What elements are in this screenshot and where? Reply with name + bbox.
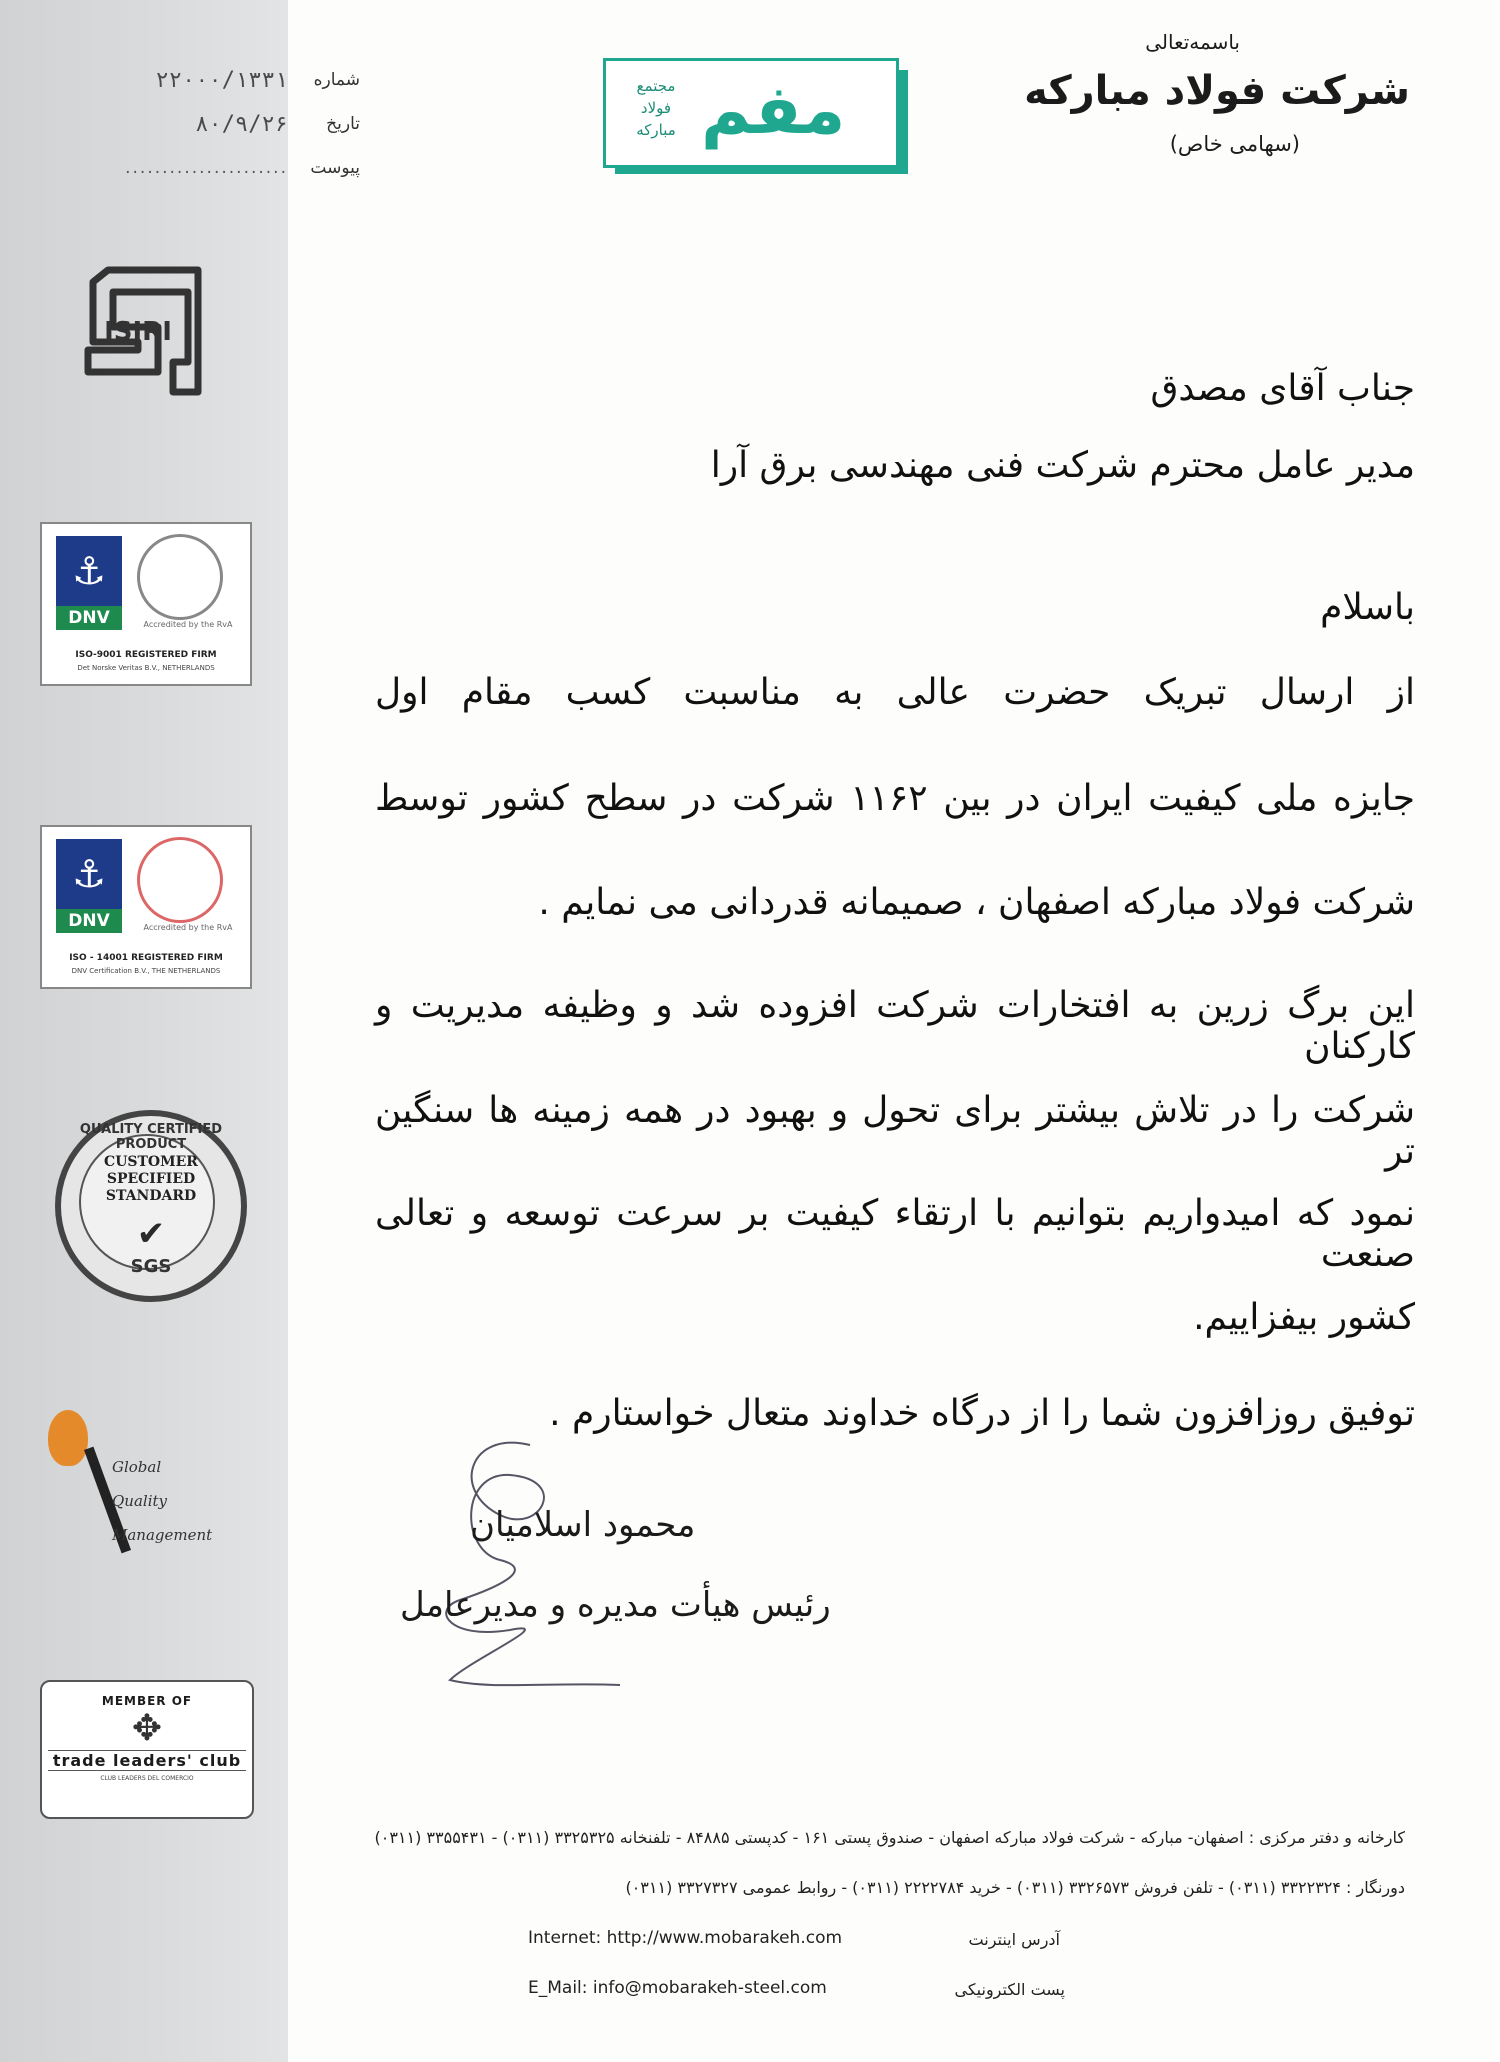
body-line-7: کشور بیفزاییم. — [1193, 1297, 1415, 1338]
closing-line: توفیق روزافزون شما را از درگاه خداوند متعال خواستارم . — [549, 1393, 1415, 1434]
gqm-line-2: Quality — [112, 1492, 167, 1510]
body-line-1: از ارسال تبریک حضرت عالی به مناسبت کسب مقام اول — [375, 672, 1415, 713]
checkmark-icon: ✔ — [136, 1214, 166, 1254]
sgs-mid-text: CUSTOMER SPECIFIED STANDARD — [104, 1154, 198, 1204]
logo-mark: مفم — [701, 71, 846, 150]
footer-phones: دورنگار : ۳۳۲۲۳۲۴ (۰۳۱۱) - تلفن فروش ۳۳۲۶۵۷۳ (۰۳۱۱) - خرید ۲۲۲۲۷۸۴ (۰۳۱۱) - روابط عمومی ۳۳۲۷۳۲۷ (۰۳۱۱) — [625, 1878, 1405, 1897]
company-header — [950, 30, 1410, 156]
salutation: جناب آقای مصدق — [1150, 368, 1415, 409]
gqm-text — [112, 1450, 212, 1552]
ref-number-row — [60, 58, 360, 102]
company-logo — [603, 58, 910, 173]
trade-leaders-club-badge — [40, 1680, 254, 1819]
sgs-certified-seal — [55, 1110, 247, 1302]
trophy-icon: ✥ — [131, 1708, 163, 1749]
handwritten-signature — [390, 1420, 650, 1700]
global-quality-management-logo — [48, 1410, 248, 1560]
dnv-9001-mark — [56, 536, 122, 630]
company-type: (سهامی خاص) — [1169, 132, 1300, 156]
dnv-9001-word: DNV — [56, 606, 122, 630]
footer-internet-label: آدرس اینترنت — [968, 1930, 1060, 1949]
dnv-14001-word: DNV — [56, 909, 122, 933]
logo-frame — [603, 58, 899, 168]
ref-attach-label: پیوست — [310, 158, 360, 178]
anchor-icon: ⚓ — [56, 536, 122, 606]
rva-accreditation-icon — [137, 534, 223, 620]
isiri-standard-logo — [68, 262, 218, 402]
ref-date-row — [60, 102, 360, 146]
footer-email-label: پست الکترونیکی — [954, 1980, 1065, 1999]
ref-date-value: ۸۰/۹/۲۶ — [195, 111, 288, 137]
body-line-4: این برگ زرین به افتخارات شرکت افزوده شد و وظیفه مدیریت و کارکنان — [375, 985, 1415, 1067]
sgs-top-text: QUALITY CERTIFIED PRODUCT — [79, 1122, 223, 1152]
ref-attach-row — [60, 146, 360, 190]
ref-attach-value: ...................... — [125, 158, 288, 178]
company-name: شرکت فولاد مبارکه — [1024, 68, 1410, 114]
gqm-line-1: Global — [112, 1458, 162, 1476]
dnv-9001-accredited: Accredited by the RvA — [143, 620, 233, 629]
greeting: باسلام — [1320, 587, 1415, 628]
dnv-14001-issuer: DNV Certification B.V., THE NETHERLANDS — [71, 967, 221, 975]
dnv-iso14001-badge — [40, 825, 252, 989]
svg-text:ISIRI: ISIRI — [104, 317, 172, 347]
anchor-icon: ⚓ — [56, 839, 122, 909]
body-line-6: نمود که امیدواریم بتوانیم با ارتقاء کیفیت بر سرعت توسعه و تعالی صنعت — [375, 1193, 1415, 1275]
footer-internet: Internet: http://www.mobarakeh.com — [528, 1928, 843, 1948]
reference-block — [60, 58, 360, 190]
tlc-name: trade leaders' club — [48, 1750, 246, 1771]
ref-number-label: شماره — [313, 70, 360, 90]
body-line-3: شرکت فولاد مبارکه اصفهان ، صمیمانه قدردانی می نمایم . — [538, 882, 1415, 923]
sgs-bottom-text: SGS — [130, 1256, 172, 1277]
logo-text: مجتمع فولاد مبارکه — [636, 77, 676, 139]
gqm-line-3: Management — [112, 1526, 213, 1544]
dnv-14001-accredited: Accredited by the RvA — [143, 923, 233, 932]
dnv-9001-registered: ISO-9001 REGISTERED FIRM — [75, 650, 217, 660]
tlc-subtitle: CLUB LEADERS DEL COMERCIO — [100, 1775, 194, 1782]
signer-name: محمود اسلامیان — [470, 1505, 696, 1545]
recipient-title: مدیر عامل محترم شرکت فنی مهندسی برق آرا — [710, 445, 1415, 486]
torch-flame-icon — [48, 1410, 88, 1466]
body-line-2: جایزه ملی کیفیت ایران در بین ۱۱۶۲ شرکت در سطح کشور توسط — [375, 778, 1415, 819]
body-line-5: شرکت را در تلاش بیشتر برای تحول و بهبود در همه زمینه ها سنگین تر — [375, 1090, 1415, 1172]
dnv-14001-registered: ISO - 14001 REGISTERED FIRM — [69, 953, 223, 963]
ref-date-label: تاریخ — [326, 114, 360, 134]
bismillah: باسمه‌تعالی — [1145, 30, 1240, 54]
ref-number-value: ۲۲۰۰۰/۱۳۳۱ — [155, 67, 288, 93]
rva-accreditation-icon — [137, 837, 223, 923]
dnv-9001-issuer: Det Norske Veritas B.V., NETHERLANDS — [77, 664, 215, 672]
dnv-iso9001-badge — [40, 522, 252, 686]
tlc-member-text: MEMBER OF — [101, 1694, 193, 1708]
footer-address: کارخانه و دفتر مرکزی : اصفهان- مبارکه - شرکت فولاد مبارکه اصفهان - صندوق پستی ۱۶۱ - کدپستی ۸۴۸۸۵ - تلفنخانه ۳۳۲۵۳۲۵ (۰۳۱۱) - ۳۳۵۵۴۳۱ (۰۳۱۱) — [374, 1828, 1405, 1847]
signer-title: رئیس هیأت مدیره و مدیرعامل — [400, 1585, 831, 1625]
dnv-14001-mark — [56, 839, 122, 933]
footer-email: E_Mail: info@mobarakeh-steel.com — [528, 1978, 827, 1998]
